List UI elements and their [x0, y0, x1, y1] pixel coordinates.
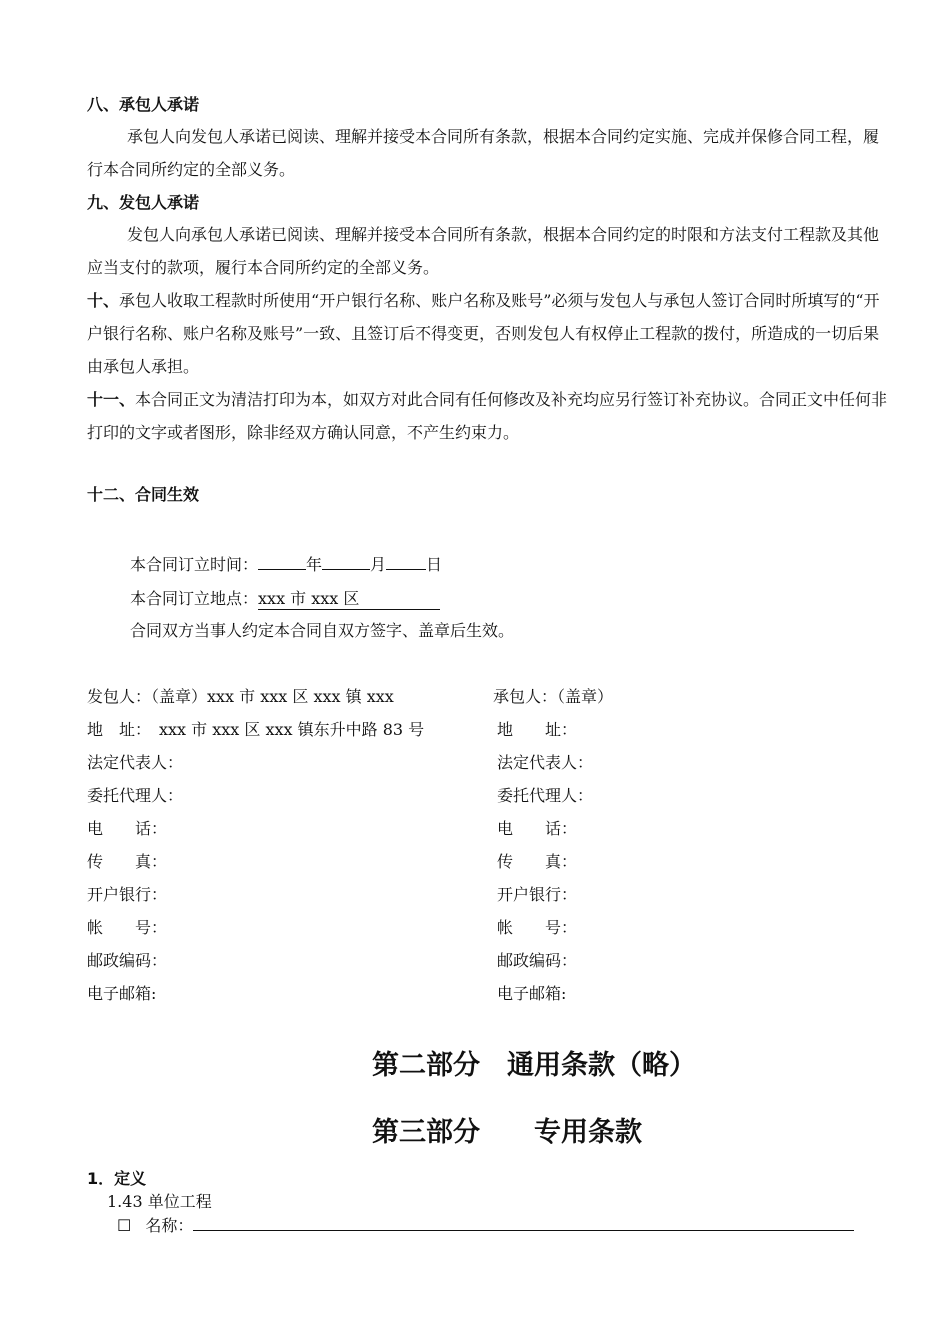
year-blank — [258, 552, 306, 570]
definition-heading: 1．定义 — [87, 1169, 147, 1188]
employer-bank: 开户银行： — [87, 885, 168, 904]
employer-postcode: 邮政编码： — [87, 951, 168, 970]
contractor-agent: 委托代理人： — [497, 786, 594, 805]
section-9-heading: 九、发包人承诺 — [87, 193, 200, 212]
effect-clause: 合同双方当事人约定本合同自双方签字、盖章后生效。 — [130, 621, 515, 640]
employer-legal-rep: 法定代表人： — [87, 753, 184, 772]
section-9-text: 发包人向承包人承诺已阅读、理解并接受本合同所有条款，根据本合同约定的时限和方法支付工程款及其他应当支付的款项，履行本合同所约定的全部义务。 — [87, 225, 880, 277]
contractor-postcode: 邮政编码： — [497, 951, 578, 970]
section-12-heading: 十二、合同生效 — [87, 485, 200, 504]
signing-place-label: 本合同订立地点： — [130, 589, 259, 608]
section-10-heading: 十、 — [87, 291, 120, 310]
section-8-heading: 八、承包人承诺 — [87, 95, 200, 114]
section-10-text: 承包人收取工程款时所使用“开户银行名称、账户名称及账号”必须与发包人与承包人签订合同时所填写的“开户银行名称、账户名称及账号”一致、且签订后不得变更，否则发包人有权停止工程款的拨付，所造成的一切后果由承包人承担。 — [87, 291, 880, 376]
section-8-text: 承包人向发包人承诺已阅读、理解并接受本合同所有条款，根据本合同约定实施、完成并保修合同工程，履行本合同所约定的全部义务。 — [87, 127, 880, 179]
unit-name-label: 名称： — [145, 1216, 194, 1235]
contractor-phone: 电 话： — [497, 819, 578, 838]
signing-time-label: 本合同订立时间： — [130, 555, 259, 574]
signing-place-value: xxx 市 xxx 区 — [258, 586, 440, 610]
contractor-title: 承包人：（盖章） — [493, 687, 614, 706]
employer-fax: 传 真： — [87, 852, 168, 871]
signing-place-line — [130, 586, 440, 610]
contractor-account: 帐 号： — [497, 918, 578, 937]
contractor-email: 电子邮箱: — [497, 984, 567, 1003]
unit-name-field[interactable] — [193, 1213, 854, 1231]
employer-account: 帐 号： — [87, 918, 168, 937]
unit-name-row — [117, 1213, 854, 1236]
employer-email: 电子邮箱: — [87, 984, 157, 1003]
employer-agent: 委托代理人： — [87, 786, 184, 805]
unit-name-checkbox[interactable]: ☐ — [117, 1216, 132, 1235]
contractor-legal-rep: 法定代表人： — [497, 753, 594, 772]
day-label: 日 — [426, 555, 443, 574]
month-label: 月 — [370, 555, 387, 574]
section-11 — [87, 383, 897, 449]
part-2-heading: 第二部分 通用条款（略） — [372, 1050, 696, 1081]
employer-title: 发包人：（盖章）xxx 市 xxx 区 xxx 镇 xxx — [87, 687, 394, 706]
definition-item: 1.43 单位工程 — [107, 1192, 212, 1211]
contractor-fax: 传 真： — [497, 852, 578, 871]
contractor-bank: 开户银行： — [497, 885, 578, 904]
year-label: 年 — [306, 555, 323, 574]
contractor-address: 地 址： — [497, 720, 578, 739]
employer-address: 地 址： xxx 市 xxx 区 xxx 镇东升中路 83 号 — [87, 720, 425, 739]
part-3-heading: 第三部分 专用条款 — [372, 1117, 642, 1148]
section-11-text: 本合同正文为清洁打印为本，如双方对此合同有任何修改及补充均应另行签订补充协议。合同正文中任何非打印的文字或者图形，除非经双方确认同意，不产生约束力。 — [87, 390, 888, 442]
section-11-heading: 十一、 — [87, 390, 136, 409]
signing-time-line — [130, 552, 442, 575]
day-blank — [386, 552, 426, 570]
section-10 — [87, 284, 887, 383]
month-blank — [322, 552, 370, 570]
employer-phone: 电 话： — [87, 819, 168, 838]
